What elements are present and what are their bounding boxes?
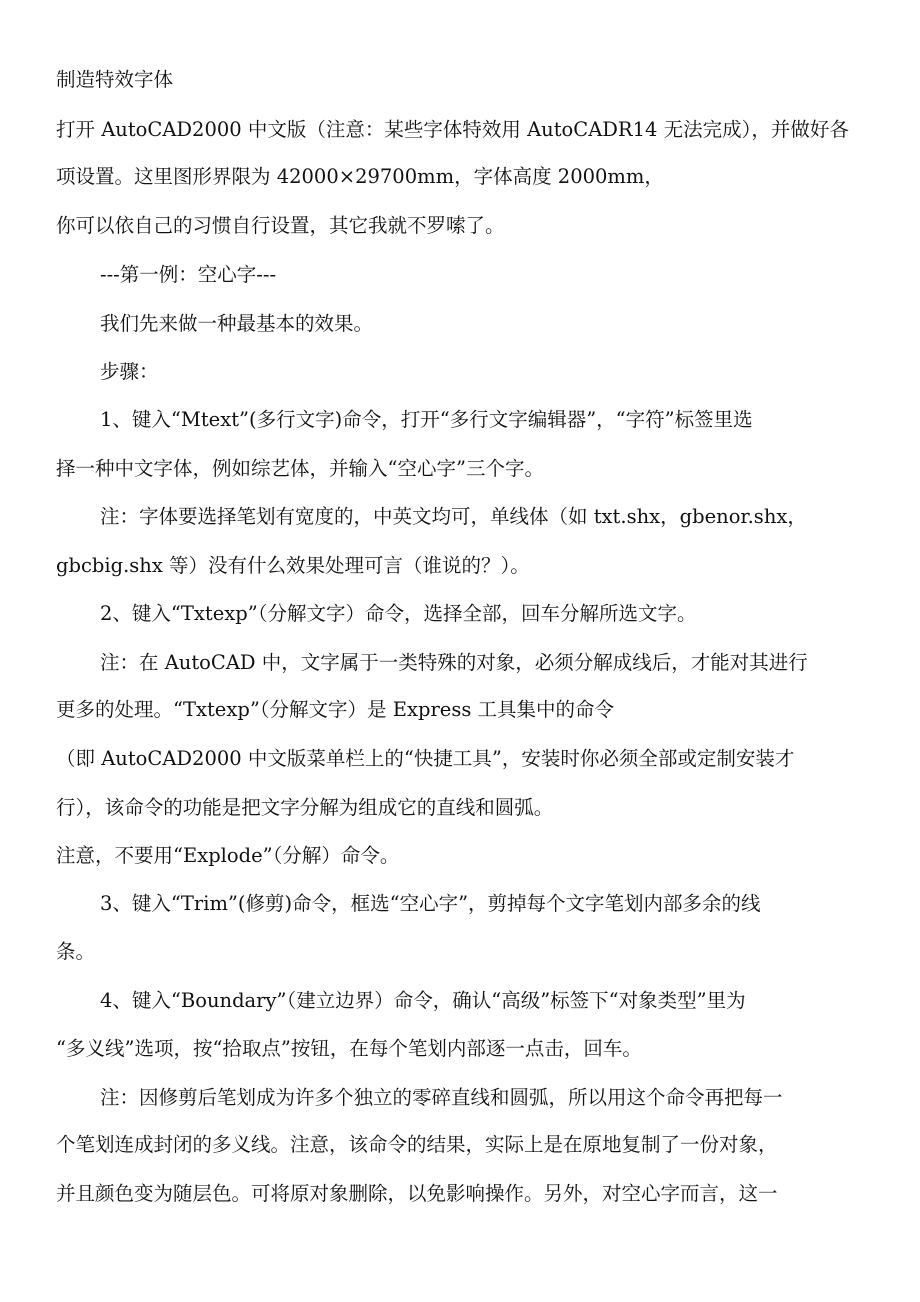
paragraph-line: 1、键入“Mtext”(多行文字)命令，打开“多行文字编辑器”，“字符”标签里选	[100, 408, 753, 431]
note-line: （即 AutoCAD2000 中文版菜单栏上的“快捷工具”，安装时你必须全部或定制安装才	[56, 747, 795, 770]
paragraph-line: 择一种中文字体，例如综艺体，并输入“空心字”三个字。	[56, 457, 544, 480]
note-line: gbcbig.shx 等）没有什么效果处理可言（谁说的？）。	[56, 554, 530, 577]
paragraph-line: 4、键入“Boundary”（建立边界）命令，确认“高级”标签下“对象类型”里为	[100, 989, 746, 1012]
note-line: 注：在 AutoCAD 中，文字属于一类特殊的对象，必须分解成线后，才能对其进行	[100, 651, 808, 674]
paragraph-line: “多义线”选项，按“拾取点”按钮，在每个笔划内部逐一点击，回车。	[56, 1037, 642, 1060]
paragraph-line: 打开 AutoCAD2000 中文版（注意：某些字体特效用 AutoCADR14 无法完成），并做好各	[56, 118, 849, 141]
note-line: 注：因修剪后笔划成为许多个独立的零碎直线和圆弧，所以用这个命令再把每一	[100, 1086, 783, 1109]
note-line: 注意，不要用“Explode”（分解）命令。	[56, 844, 400, 867]
paragraph-line: 3、键入“Trim”(修剪)命令，框选“空心字”，剪掉每个文字笔划内部多余的线	[100, 892, 761, 915]
section-heading: ---第一例：空心字---	[100, 263, 277, 286]
note-line: 更多的处理。“Txtexp”（分解文字）是 Express 工具集中的命令	[56, 698, 615, 721]
note-line: 行），该命令的功能是把文字分解为组成它的直线和圆弧。	[56, 796, 554, 819]
paragraph-line: 2、键入“Txtexp”（分解文字）命令，选择全部，回车分解所选文字。	[100, 602, 697, 625]
paragraph-line: 项设置。这里图形界限为 42000×29700mm，字体高度 2000mm，	[56, 165, 664, 188]
note-line: 注：字体要选择笔划有宽度的，中英文均可，单线体（如 txt.shx，gbenor.shx，	[100, 505, 807, 528]
paragraph-line: 我们先来做一种最基本的效果。	[100, 312, 374, 335]
paragraph-line: 你可以依自己的习惯自行设置，其它我就不罗嗦了。	[56, 214, 505, 237]
paragraph-line: 步骤：	[100, 360, 159, 383]
note-line: 并且颜色变为随层色。可将原对象删除，以免影响操作。另外，对空心字而言，这一	[56, 1182, 778, 1205]
note-line: 个笔划连成封闭的多义线。注意，该命令的结果，实际上是在原地复制了一份对象，	[56, 1133, 778, 1156]
document-title: 制造特效字体	[56, 68, 174, 91]
paragraph-line: 条。	[56, 940, 96, 963]
